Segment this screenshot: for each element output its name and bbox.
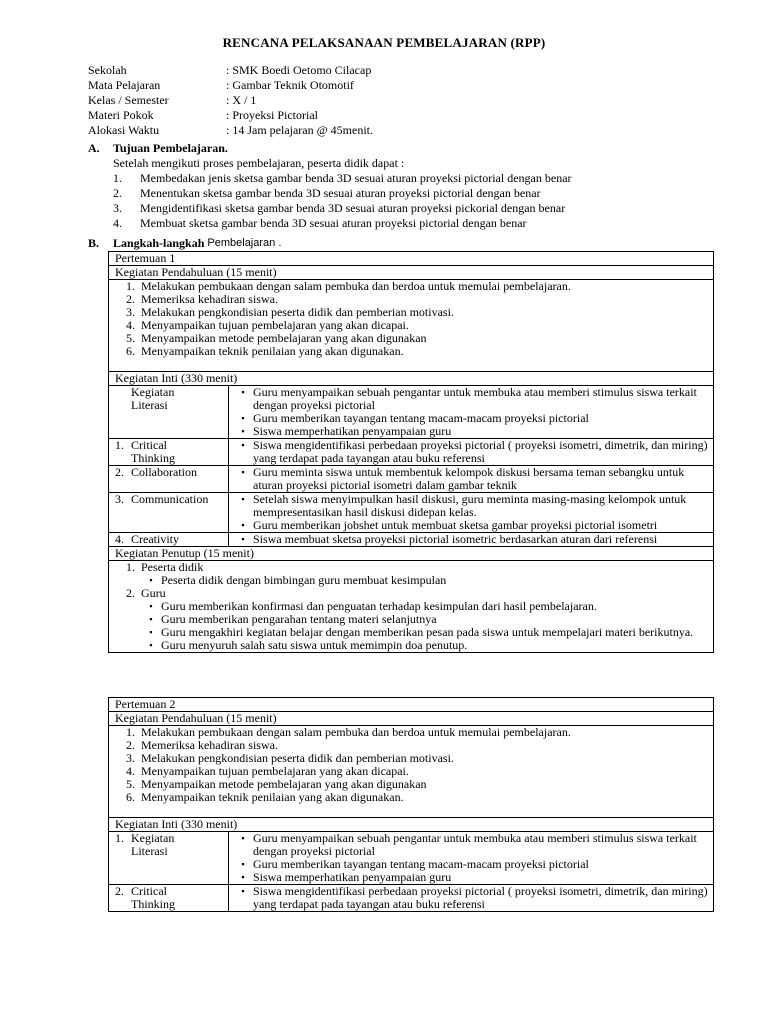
group-label: Peserta didik: [141, 560, 204, 574]
objective-text: Membedakan jenis sketsa gambar benda 3D sesuai aturan proyeksi pictorial dengan benar: [140, 171, 572, 185]
inti-label: Kegiatan Inti (330 menit): [109, 372, 713, 386]
penutup-bullets: [115, 574, 713, 587]
bullet-list: [141, 574, 713, 587]
activity-label: Collaboration: [131, 465, 197, 479]
bullet-icon: ▪: [241, 886, 245, 896]
bullet-item: [233, 425, 713, 438]
info-row: [88, 78, 688, 93]
inti-activity: [109, 533, 229, 546]
info-value: : Proyeksi Pictorial: [226, 108, 318, 122]
item-number: 3.: [126, 305, 135, 319]
bullet-list: [233, 466, 713, 492]
item-number: 3.: [126, 751, 135, 765]
bullet-icon: ▪: [241, 467, 245, 477]
bullet-text: Guru menyampaikan sebuah pengantar untuk membuka atau memberi stimulus siswa terkait dengan proyeksi pictorial: [253, 385, 697, 412]
item-text: Menyampaikan tujuan pembelajaran yang akan dicapai.: [141, 764, 409, 778]
inti-label: Kegiatan Inti (330 menit): [109, 818, 713, 832]
objective-number: 4.: [113, 216, 122, 230]
inti-description: [229, 533, 713, 546]
info-row: [88, 93, 688, 108]
activity-number: [115, 386, 131, 438]
objective-item: [113, 171, 718, 186]
pendahuluan-label: Kegiatan Pendahuluan (15 menit): [109, 266, 713, 280]
bullet-text: Guru meminta siswa untuk membentuk kelompok diskusi bersama teman sebangku untuk aturan proyeksi pictorial isometri dalam gambar teknik: [253, 465, 685, 492]
inti-activity: [109, 493, 229, 532]
item-number: 6.: [126, 344, 135, 358]
activity-label: Communication: [131, 492, 209, 506]
bullet-list: [141, 600, 713, 652]
group-number: 1.: [126, 560, 135, 574]
item-number: 1.: [126, 279, 135, 293]
section-heading: [88, 236, 718, 251]
section-title: Langkah-langkah: [113, 236, 205, 250]
inti-row: [109, 493, 713, 533]
objective-number: 2.: [113, 186, 122, 200]
objective-item: [113, 201, 718, 216]
bullet-item: [233, 519, 713, 532]
bullet-text: Siswa memperhatikan penyampaian guru: [253, 870, 452, 884]
pendahuluan-list: [109, 280, 713, 372]
blank-line: [115, 358, 713, 371]
inti-row: [109, 533, 713, 546]
objective-number: 3.: [113, 201, 122, 215]
item-number: 2.: [126, 738, 135, 752]
bullet-text: Guru memberikan pengarahan tentang materi selanjutnya: [161, 612, 437, 626]
inti-table: [109, 832, 713, 911]
section-title: Tujuan Pembelajaran.: [113, 141, 228, 155]
item-text: Menyampaikan tujuan pembelajaran yang akan dicapai.: [141, 318, 409, 332]
section-tujuan: [88, 141, 718, 231]
inti-description: [229, 885, 713, 911]
inti-row: [109, 832, 713, 885]
inti-description: [229, 386, 713, 438]
bullet-icon: ▪: [241, 833, 245, 843]
info-label: Mata Pelajaran: [88, 78, 161, 92]
activity-number: 1.: [115, 831, 124, 845]
item-text: Melakukan pembukaan dengan salam pembuka dan berdoa untuk memulai pembelajaran.: [141, 279, 571, 293]
bullet-icon: ▪: [241, 520, 245, 530]
section-title-suffix: Pembelajaran .: [207, 237, 282, 249]
info-row: [88, 108, 688, 123]
pendahuluan-label: Kegiatan Pendahuluan (15 menit): [109, 712, 713, 726]
info-value: : X / 1: [226, 93, 257, 107]
item-text: Memeriksa kehadiran siswa.: [141, 292, 278, 306]
inti-activity: [109, 466, 229, 492]
bullet-text: Guru memberikan tayangan tentang macam-macam proyeksi pictorial: [253, 857, 589, 871]
bullet-icon: ▪: [149, 575, 153, 585]
bullet-list: [233, 885, 713, 911]
item-number: 2.: [126, 292, 135, 306]
activity-label: Critical Thinking: [131, 438, 175, 465]
bullet-item: [233, 832, 713, 858]
item-number: 5.: [126, 777, 135, 791]
activity-number: 1.: [115, 438, 124, 452]
objective-text: Menentukan sketsa gambar benda 3D sesuai aturan proyeksi pictorial dengan benar: [140, 186, 541, 200]
bullet-icon: ▪: [241, 494, 245, 504]
info-label: Alokasi Waktu: [88, 123, 160, 137]
bullet-item: [141, 574, 713, 587]
item-number: 4.: [126, 764, 135, 778]
bullet-list: [233, 832, 713, 884]
bullet-item: [233, 871, 713, 884]
penutup-list: [109, 561, 713, 652]
info-row: [88, 123, 688, 138]
bullet-text: Guru memberikan jobshet untuk membuat sketsa gambar proyeksi pictorial isometri: [253, 518, 658, 532]
objective-item: [113, 216, 718, 231]
bullet-item: [233, 466, 713, 492]
bullet-item: [233, 885, 713, 911]
pendahuluan-item: [115, 345, 713, 358]
objective-number: 1.: [113, 171, 122, 185]
activity-number: 2.: [115, 884, 124, 898]
group-label: Guru: [141, 586, 166, 600]
bullet-icon: ▪: [241, 387, 245, 397]
item-number: 6.: [126, 790, 135, 804]
item-text: Melakukan pengkondisian peserta didik dan pemberian motivasi.: [141, 751, 454, 765]
bullet-icon: ▪: [149, 627, 153, 637]
item-text: Menyampaikan metode pembelajaran yang akan digunakan: [141, 777, 427, 791]
pertemuan-1-table: [108, 251, 714, 653]
bullet-text: Siswa membuat sketsa proyeksi pictorial isometric berdasarkan aturan dari referensi: [253, 532, 658, 546]
info-value: : SMK Boedi Oetomo Cilacap: [226, 63, 372, 77]
pertemuan-label: Pertemuan 2: [109, 698, 713, 712]
bullet-text: Siswa memperhatikan penyampaian guru: [253, 424, 452, 438]
inti-row: [109, 885, 713, 911]
blank-line: [115, 804, 713, 817]
bullet-text: Siswa mengidentifikasi perbedaan proyeksi pictorial ( proyeksi isometri, dimetrik, dan miring) yang terdapat pada tayangan atau buku referensi: [253, 884, 708, 911]
inti-table: [109, 386, 713, 547]
group-number: 2.: [126, 586, 135, 600]
activity-number: 4.: [115, 532, 124, 546]
bullet-text: Setelah siswa menyimpulkan hasil diskusi, guru meminta masing-masing kelompok untuk mempresentasikan hasil diskusi didepan kelas.: [253, 492, 687, 519]
inti-description: [229, 832, 713, 884]
activity-label: Kegiatan Literasi: [131, 831, 175, 858]
bullet-text: Guru memberikan konfirmasi dan penguatan terhadap kesimpulan dari hasil pembelajaran.: [161, 599, 597, 613]
inti-activity: [109, 439, 229, 465]
info-label: Sekolah: [88, 63, 127, 77]
bullet-icon: ▪: [241, 534, 245, 544]
item-number: 4.: [126, 318, 135, 332]
pertemuan-2-table: [108, 697, 714, 912]
objective-item: [113, 186, 718, 201]
item-text: Memeriksa kehadiran siswa.: [141, 738, 278, 752]
info-value: : 14 Jam pelajaran @ 45menit.: [226, 123, 374, 137]
item-text: Melakukan pembukaan dengan salam pembuka dan berdoa untuk memulai pembelajaran.: [141, 725, 571, 739]
bullet-text: Guru menyuruh salah satu siswa untuk memimpin doa penutup.: [161, 638, 468, 652]
inti-row: [109, 439, 713, 466]
bullet-icon: ▪: [241, 859, 245, 869]
objective-text: Membuat sketsa gambar benda 3D sesuai aturan proyeksi pictorial dengan benar: [140, 216, 527, 230]
inti-activity: [109, 885, 229, 911]
info-row: [88, 63, 688, 78]
pertemuan-label: Pertemuan 1: [109, 252, 713, 266]
bullet-icon: ▪: [149, 640, 153, 650]
item-text: Menyampaikan metode pembelajaran yang akan digunakan: [141, 331, 427, 345]
inti-description: [229, 439, 713, 465]
bullet-text: Siswa mengidentifikasi perbedaan proyeksi pictorial ( proyeksi isometri, dimetrik, dan miring) yang terdapat pada tayangan atau buku referensi: [253, 438, 708, 465]
inti-row: [109, 386, 713, 439]
document-title: RENCANA PELAKSANAAN PEMBELAJARAN (RPP): [222, 35, 546, 50]
penutup-bullets: [115, 600, 713, 652]
item-text: Menyampaikan teknik penilaian yang akan digunakan.: [141, 790, 404, 804]
item-text: Melakukan pengkondisian peserta didik dan pemberian motivasi.: [141, 305, 454, 319]
bullet-icon: ▪: [241, 872, 245, 882]
section-intro: Setelah mengikuti proses pembelajaran, peserta didik dapat :: [113, 156, 405, 170]
bullet-item: [233, 493, 713, 519]
bullet-list: [233, 439, 713, 465]
activity-label: Creativity: [131, 532, 179, 546]
bullet-text: Peserta didik dengan bimbingan guru membuat kesimpulan: [161, 573, 447, 587]
info-label: Kelas / Semester: [88, 93, 169, 107]
bullet-list: [233, 533, 713, 546]
bullet-item: [141, 639, 713, 652]
objective-text: Mengidentifikasi sketsa gambar benda 3D sesuai aturan proyeksi pickorial dengan benar: [140, 201, 566, 215]
inti-description: [229, 493, 713, 532]
section-letter: A.: [88, 141, 100, 155]
bullet-icon: ▪: [149, 614, 153, 624]
section-langkah: [88, 236, 718, 251]
bullet-item: [233, 386, 713, 412]
section-heading: [88, 141, 718, 156]
objectives-list: [88, 171, 718, 231]
bullet-icon: ▪: [241, 426, 245, 436]
bullet-text: Guru mengakhiri kegiatan belajar dengan memberikan pesan pada siswa untuk mempelajari materi berikutnya.: [161, 625, 694, 639]
bullet-item: [233, 533, 713, 546]
pendahuluan-item: [115, 791, 713, 804]
item-text: Menyampaikan teknik penilaian yang akan digunakan.: [141, 344, 404, 358]
pendahuluan-list: [109, 726, 713, 818]
penutup-label: Kegiatan Penutup (15 menit): [109, 547, 713, 561]
info-value: : Gambar Teknik Otomotif: [226, 78, 354, 92]
info-label: Materi Pokok: [88, 108, 154, 122]
bullet-list: [233, 386, 713, 438]
inti-description: [229, 466, 713, 492]
bullet-icon: ▪: [241, 440, 245, 450]
activity-number: 2.: [115, 465, 124, 479]
bullet-text: Guru memberikan tayangan tentang macam-macam proyeksi pictorial: [253, 411, 589, 425]
bullet-text: Guru menyampaikan sebuah pengantar untuk membuka atau memberi stimulus siswa terkait dengan proyeksi pictorial: [253, 831, 697, 858]
bullet-icon: ▪: [149, 601, 153, 611]
bullet-list: [233, 493, 713, 532]
activity-number: 3.: [115, 492, 124, 506]
inti-activity: [109, 386, 229, 438]
bullet-item: [233, 439, 713, 465]
activity-label: Critical Thinking: [131, 884, 175, 911]
item-number: 5.: [126, 331, 135, 345]
activity-label: Kegiatan Literasi: [131, 385, 175, 412]
inti-activity: [109, 832, 229, 884]
inti-row: [109, 466, 713, 493]
identity-block: [88, 63, 688, 138]
item-number: 1.: [126, 725, 135, 739]
section-letter: B.: [88, 236, 100, 250]
bullet-icon: ▪: [241, 413, 245, 423]
